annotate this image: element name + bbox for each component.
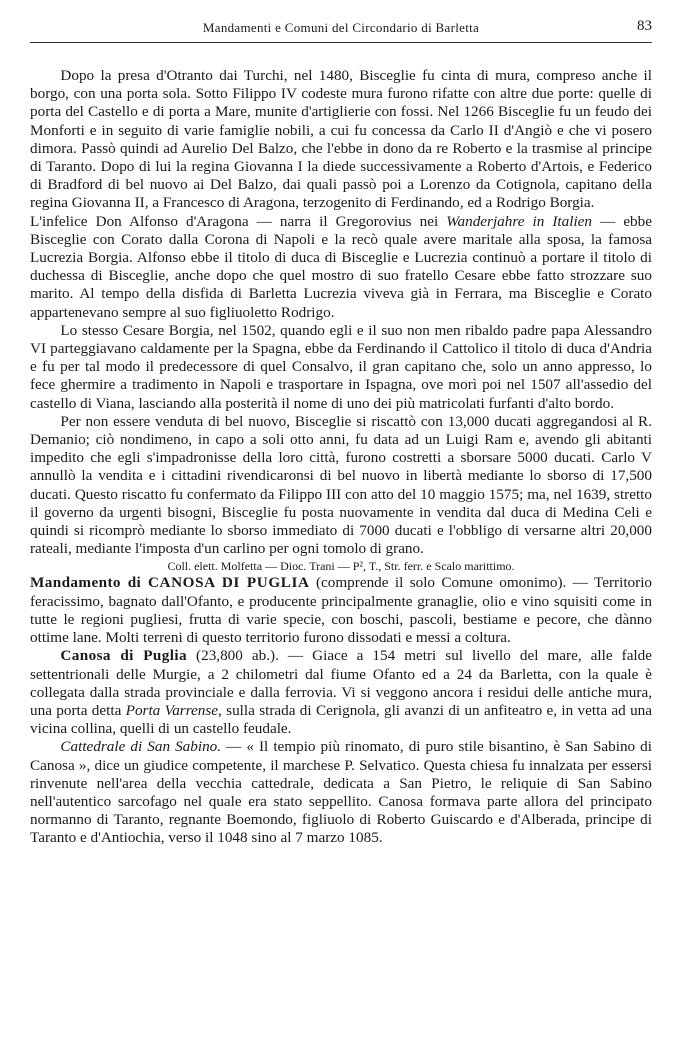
body-text <box>30 67 652 848</box>
section-name: CANOSA DI PUGLIA <box>147 574 310 592</box>
paragraph-alfonso-text-a: L'infelice Don Alfonso d'Aragona — narra il Gregorovius nei <box>30 212 447 230</box>
canosa-name: Canosa di Puglia <box>60 647 187 665</box>
collegio-note: Coll. elett. Molfetta — Dioc. Trani — P², T., Str. ferr. e Scalo marittimo. <box>167 559 515 574</box>
paragraph-alfonso <box>30 213 652 322</box>
section-text: (comprende il solo Comune omonimo). — Territorio feracissimo, bagnato dall'Ofanto, e producente principalmente granaglie, olio e vino squisiti come in tutte le regioni pugliesi, frutta di varie specie, con boschi, pascoli, bestiame e pecore, che dànno ottime lane. Molti terreni di questo territorio furono dissodati e messi a coltura. <box>30 574 653 647</box>
running-title: Mandamenti e Comuni del Circondario di Barletta <box>202 20 480 35</box>
page-number: 83 <box>637 18 652 34</box>
paragraph-otranto: Dopo la presa d'Otranto dai Turchi, nel 1480, Bisceglie fu cinta di mura, compreso anche il borgo, con una porta sola. Sotto Filippo IV codeste mura furono rifatte con altre due porte: quelle di porta del Castello e di porta a Mare, munite d'artiglierie con fossi. Nel 1266 Bisceglie fu un feudo dei Monforti e in seguito di varie famiglie nobili, a cui fu concessa da Carlo II d'Angiò e che vi posero dimora. Passò quindi ad Aurelio Del Balzo, che l'ebbe in dono da re Roberto e la trasmise al principe di Taranto. Dopo di lui la regina Giovanna I la diede successivamente a Roberto d'Artois, e Federico di Bradford di bel nuovo ai Del Balzo, dai quali passò poi a Lorenzo da Cotignola, capitano della regina Giovanna II, a Francesco di Aragona, terzogenito di Ferdinando, ed a Rodrigo Borgia. <box>30 67 652 212</box>
book-title-italic: Wanderjahre in Italien <box>446 212 593 230</box>
canosa-text-b: , sulla strada di Cerignola, gli avanzi di un anfiteatro e, in vetta ad una vicina collina, quelli di un castello feudale. <box>30 701 652 738</box>
paragraph-cattedrale <box>30 738 652 847</box>
section-label: Mandamento di <box>30 574 148 592</box>
cattedrale-text: — « Il tempio più rinomato, di puro stile bisantino, è San Sabino di Canosa », dice un giudice competente, il marchese P. Selvatico. Questa chiesa fu innalzata per essersi rinvenute nell'area della vecchia cattedrale, dedicata a San Pietro, le reliquie di San Sabino nell'autentico sarcofago nel quale era stato seppellito. Canosa formava parte allora del principato normanno di Taranto, regnante Boemondo, figliuolo di Roberto Guiscardo e d'Alberada, principe di Taranto e d'Antiochia, verso il 1048 sino al 7 marzo 1085. <box>30 738 652 847</box>
cattedrale-heading: Cattedrale di San Sabino. <box>60 738 222 756</box>
canosa-text: (23,800 ab.). — Giace a 154 metri sul livello del mare, alle falde settentrionali delle Murgie, a 2 chilometri dal fiume Ofanto ed a 24 da Barletta, con la quale è collegata dalla strada provinciale e dalla ferrovia. Vi si veggono ancora i residui delle antiche mura, una porta detta <box>30 647 652 719</box>
paragraph-canosa <box>30 647 652 738</box>
porta-varrense-italic: Porta Varrense <box>125 701 219 719</box>
section-mandamento-canosa <box>30 574 652 647</box>
paragraph-cesare: Lo stesso Cesare Borgia, nel 1502, quando egli e il suo non men ribaldo padre papa Alessandro VI parteggiavano caldamente per la Spagna, ebbe da Ferdinando il Cattolico il titolo di duca d'Andria e fu per tal modo il predecessore di quel Consalvo, il gran capitano che, solo un anno appresso, lo fece ghermire a tradimento in Napoli e trasportare in Ispagna, ove morì poi nel 1507 all'assedio del castello di Viana, lasciando alla posterità il nome di uno dei più matricolati furfanti d'alto bordo. <box>30 321 652 412</box>
paragraph-alfonso-text-b: — ebbe Bisceglie con Corato dalla Corona di Napoli e la recò quale avere maritale alla sposa, la famosa Lucrezia Borgia. Alfonso ebbe il titolo di duca di Bisceglie e Lucrezia continuò a portare il titolo di duchessa di Bisceglie, anche dopo che quel mostro di suo fratello Cesare ebbe fatto strozzare suo marito. Al tempo della disfida di Barletta Lucrezia viveva già in Ferrara, ma Bisceglie e Corato appartenevano sempre al suo figliuoletto Rodrigo. <box>30 212 652 321</box>
paragraph-riscatto: Per non essere venduta di bel nuovo, Bisceglie si riscattò con 13,000 ducati aggregandosi al R. Demanio; ciò nondimeno, in capo a soli otto anni, fu data ad un Luigi Ram e, avendo gli abitanti impedito che egli s'impadronisse della loro città, furono costretti a sborsare 5000 ducati. Carlo V annullò la vendita e i cittadini rivendicaronsi di bel nuovo in libertà mediante lo sborso di 17,500 ducati. Questo riscatto fu confermato da Filippo III con atto del 10 maggio 1575; ma, nel 1639, stretto il governo da urgenti bisogni, Bisceglie fu posta nuovamente in vendita dal duca di Medina Celi e quindi si ricomprò mediante lo sborso immediato di 7000 ducati e l'obbligo di versarne altri 20,000 rateali, mediante l'imposta d'un carlino per ogni tomolo di grano. <box>30 412 652 558</box>
page-header <box>30 14 652 43</box>
